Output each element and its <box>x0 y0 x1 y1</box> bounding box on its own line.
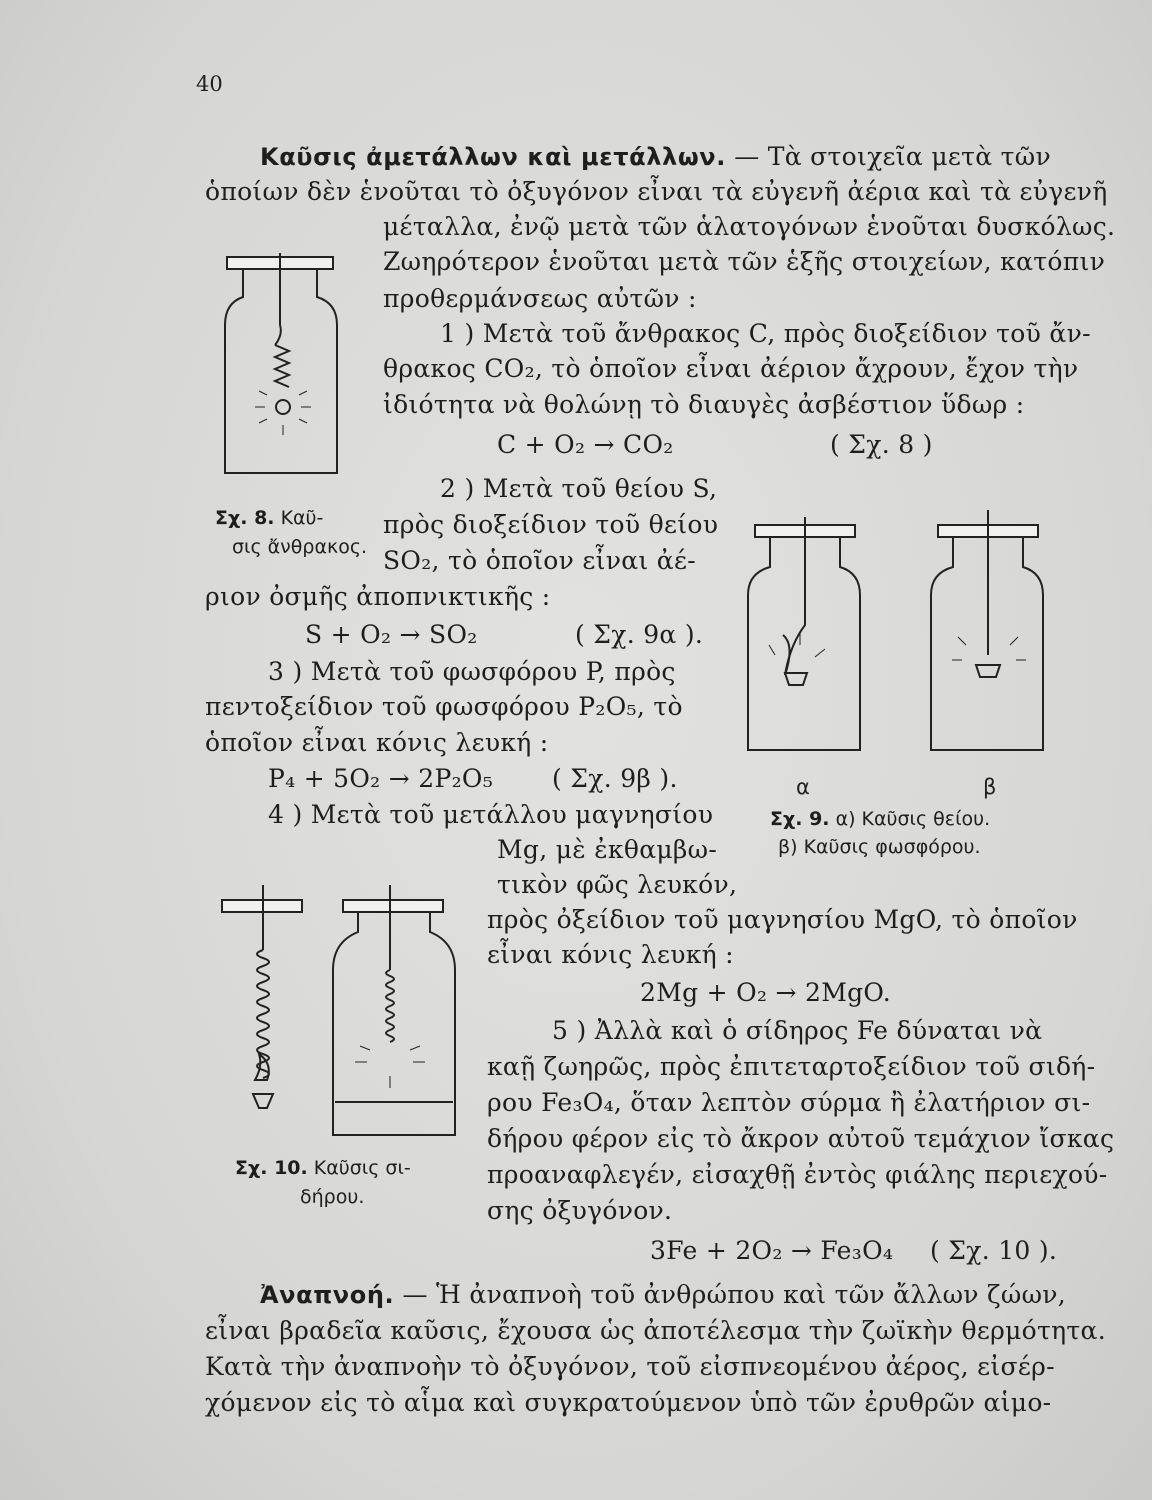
equation-phosphorus: P₄ + 5O₂ → 2P₂O₅ <box>268 764 494 793</box>
sparks <box>355 1046 425 1088</box>
text-line: πρὸς διοξείδιον τοῦ θείου <box>383 510 719 539</box>
text-line: — Ἡ ἀναπνοὴ τοῦ ἀνθρώπου καὶ τῶν ἄλλων ζώων, <box>402 1280 1067 1309</box>
equation-magnesium: 2Mg + O₂ → 2MgO. <box>640 978 891 1007</box>
text-line: — Τὰ στοιχεῖα μετὰ τῶν <box>734 142 1051 171</box>
text-line: προθερμάνσεως αὐτῶν : <box>383 284 697 313</box>
section-heading-respiration: Ἀναπνοή. <box>260 1281 395 1309</box>
page-number: 40 <box>196 72 223 96</box>
section-heading-combustion: Καῦσις ἀμετάλλων καὶ μετάλλων. <box>260 143 726 171</box>
text-line: Κατὰ τὴν ἀναπνοὴν τὸ ὀξυγόνον, τοῦ εἰσπνεομένου ἀέρος, εἰσέρ- <box>205 1352 1055 1381</box>
figure-9-label-a: α <box>796 775 811 799</box>
text-line: θρακος CO₂, τὸ ὁποῖον εἶναι ἀέριον ἄχρουν, ἔχον τὴν <box>383 354 1079 383</box>
text-line: Mg, μὲ ἐκθαμβω- <box>497 835 718 864</box>
spoon-wire-a <box>785 517 805 675</box>
text-line: ρου Fe₃O₄, ὅταν λεπτὸν σύρμα ἢ ἐλατήριον σι- <box>487 1088 1091 1117</box>
figure-8-caption <box>215 505 323 531</box>
figure-9-caption <box>770 806 990 832</box>
figure-9-caption-line2: β) Καῦσις φωσφόρου. <box>778 836 981 858</box>
figure-8-caption-line2: σις ἄνθρακος. <box>232 536 368 558</box>
section-heading-line <box>260 1278 1066 1312</box>
text-line: εἶναι βραδεῖα καῦσις, ἔχουσα ὡς ἀποτέλεσμα τὴν ζωϊκὴν θερμότητα. <box>205 1316 1106 1345</box>
caption-number: Σχ. 8. <box>215 507 275 529</box>
caption-text: Καῦ- <box>280 507 324 529</box>
text-line: ἰδιότητα νὰ θολώνῃ τὸ διαυγὲς ἀσβέστιον ὕδωρ : <box>383 390 1025 419</box>
caption-text: α) Καῦσις θείου. <box>835 808 991 830</box>
figure-10-caption-line2: δήρου. <box>300 1186 365 1208</box>
text-line: ὁποῖον εἶναι κόνις λευκή : <box>205 728 549 757</box>
text-line: 2 ) Μετὰ τοῦ θείου S, <box>440 474 718 503</box>
text-line: Ζωηρότερον ἑνοῦται μετὰ τῶν ἑξῆς στοιχείων, κατόπιν <box>383 247 1106 276</box>
text-line: 5 ) Ἀλλὰ καὶ ὁ σίδηρος Fe δύναται νὰ <box>552 1016 1043 1045</box>
text-line: χόμενον εἰς τὸ αἷμα καὶ συγκρατούμενον ὑπὸ τῶν ἐρυθρῶν αἱμο- <box>205 1388 1052 1417</box>
phosphorus-spoon <box>976 665 1000 677</box>
text-line: 3 ) Μετὰ τοῦ φωσφόρου P, πρὸς <box>268 657 676 686</box>
caption-text: Καῦσις σι- <box>313 1157 411 1179</box>
caption-number: Σχ. 10. <box>235 1157 308 1179</box>
figure-8-carbon-bottle <box>205 245 355 485</box>
text-line: SO₂, τὸ ὁποῖον εἶναι ἀέ- <box>383 546 696 575</box>
equation-ref: ( Σχ. 10 ). <box>930 1236 1058 1265</box>
text-line: εἶναι κόνις λευκή : <box>487 940 734 969</box>
figure-10-iron-setup <box>205 880 465 1150</box>
equation-iron: 3Fe + 2O₂ → Fe₃O₄ <box>650 1236 894 1265</box>
text-line: καῇ ζωηρῶς, πρὸς ἐπιτεταρτοξείδιον τοῦ σιδή- <box>487 1052 1096 1081</box>
text-line: πεντοξείδιον τοῦ φωσφόρου P₂O₅, τὸ <box>205 692 683 721</box>
caption-number: Σχ. 9. <box>770 808 830 830</box>
text-line: ὁποίων δὲν ἑνοῦται τὸ ὀξυγόνον εἶναι τὰ εὐγενῆ ἀέρια καὶ τὰ εὐγενῆ <box>205 177 1108 206</box>
iron-spring-in-bottle <box>386 970 394 1042</box>
carbon-coil <box>275 345 289 387</box>
text-line: 1 ) Μετὰ τοῦ ἄνθρακος C, πρὸς διοξείδιον τοῦ ἄν- <box>440 319 1091 348</box>
equation-ref: ( Σχ. 9α ). <box>575 620 704 649</box>
figure-10-caption <box>235 1155 411 1181</box>
equation-carbon: C + O₂ → CO₂ <box>497 430 674 459</box>
text-line: ριον ὀσμῆς ἀποπνικτικῆς : <box>205 582 551 611</box>
text-line: μέταλλα, ἐνῷ μετὰ τῶν ἁλατογόνων ἑνοῦται δυσκόλως. <box>383 212 1116 241</box>
text-line: προαναφλεγέν, εἰσαχθῇ ἐντὸς φιάλης περιεχού- <box>487 1160 1108 1189</box>
equation-ref: ( Σχ. 9β ). <box>552 764 678 793</box>
equation-sulfur: S + O₂ → SO₂ <box>305 620 478 649</box>
text-line: σης ὀξυγόνον. <box>487 1196 673 1225</box>
text-line: πρὸς ὀξείδιον τοῦ μαγνησίου MgO, τὸ ὁποῖον <box>487 905 1078 934</box>
figure-9-bottles <box>730 505 1060 765</box>
carbon-glow <box>276 400 290 414</box>
equation-ref: ( Σχ. 8 ) <box>830 430 933 459</box>
section-heading-line <box>260 140 1051 174</box>
text-line: τικὸν φῶς λευκόν, <box>497 870 738 899</box>
text-line: δήρου φέρον εἰς τὸ ἄκρον αὐτοῦ τεμάχιον ἴσκας <box>487 1124 1115 1153</box>
figure-9-label-b: β <box>983 775 997 799</box>
text-line: 4 ) Μετὰ τοῦ μετάλλου μαγνησίου <box>268 800 714 829</box>
stopper-right <box>343 900 443 912</box>
